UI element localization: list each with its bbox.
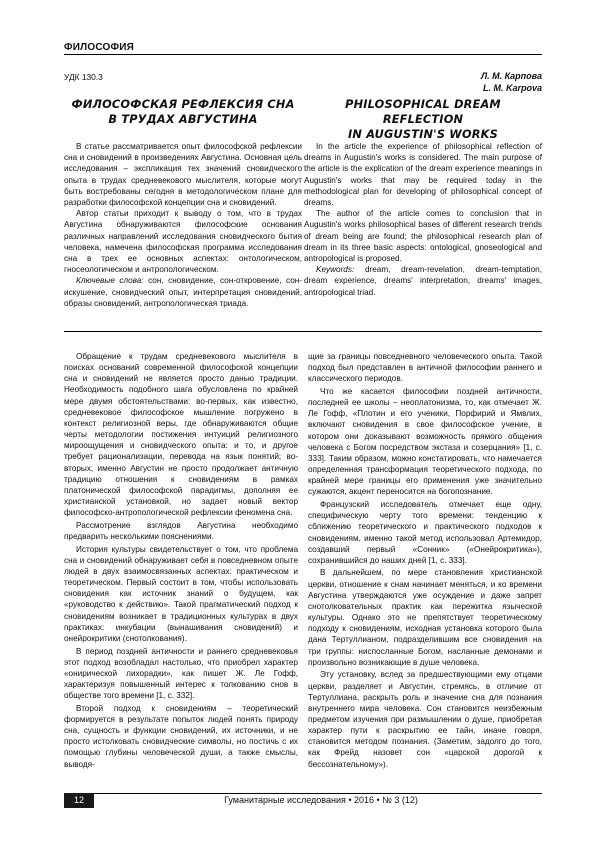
body-column-left: [64, 351, 298, 771]
body-paragraph: Французский исследователь отмечает еще одну, специфическую черту того времени: тенденцию к сближению теоретического и практического подходов к сновидениям, именно такой метод использовал Артемидор, создавший первый «Сонник» («Онейрокритика»), сохранившийся до наших дней [1, с. 333].: [308, 500, 542, 565]
author-ru: Л. М. Карпова: [480, 71, 542, 81]
body-paragraph: Что же касается философии поздней античности, последней ее школы – неоплатонизма, то, как отмечает Ж. Ле Гофф, «Плотин и его ученики, Порфирий и Ямвлих, включают сновидения в свое философское учение, в котором они доказывают возможность прямого общения человека с Богом посредством экстаза и созерцания» [1, с. 333]. Таким образом, можно констатировать, что намечается определенная трансформация теоретического подхода, по крайней мере границы его применения уже значительно сужаются, акцент переносится на богопознание.: [308, 386, 542, 497]
body-paragraph: Эту установку, вслед за предшествующими ему отцами церкви, разделяет и Августин, стремясь, в отличие от Тертуллиана, раскрыть роль и значение сна для познания внутреннего мира человека. Сон становится неизбежным предметом изучения при размышлении о душе, приобретая характер пути к раскрытию ее тайн, иначе говоря, становится методом познания. (Заметим, задолго до того, как Фрейд назовет сон «царской дорогой к бессознательному»).: [308, 670, 542, 769]
keywords-ru-label: Ключевые слова:: [76, 276, 144, 286]
abstract-ru-paragraph: Автор статьи приходит к выводу о том, что в трудах Августина обнаруживаются философские основания различных направлений исследования сновидческого бытия человека, намечена философская программа исследования сна в трех ее основных аспектах: онтологическом, гносеологическом и антропологическом.: [64, 209, 302, 275]
keywords-ru-text: сон, сновидение, сон-откровение, сон-искушение, сновидческий опыт, интерпретация сновидений, образы сновидений, антропологическая триада.: [64, 276, 302, 308]
title-russian: [64, 97, 302, 127]
udk-code: УДК 130.3: [64, 72, 103, 82]
title-ru-line1: ФИЛОСОФСКАЯ РЕФЛЕКСИЯ СНА: [71, 98, 295, 111]
body-column-right: [308, 351, 542, 771]
body-paragraph: В дальнейшем, по мере становления христианской церкви, отношение к снам начинает меняться, и ко времени Августина утверждаются уже осуждение и даже запрет снотолковательных практик как пережитка языческой культуры. Однако это не препятствует теоретическому подходу к сновидениям, исходная установка которого была дана Тертуллианом, подразделившим все сновидения на три группы: ниспосланные Богом, насланные демонами и произвольно возникающие в душе человека.: [308, 568, 542, 667]
page-number: 12: [64, 793, 94, 808]
abstract-en-paragraph: The author of the article comes to conclusion that in Augustin's works philosophical bases of different research trends of dream being are found; the philosophical research plan of dream in its three basic aspects: ontological, gnoseological and antropological is proposed.: [304, 209, 542, 264]
section-heading: ФИЛОСОФИЯ: [64, 42, 134, 53]
header-divider: [64, 54, 542, 55]
body-paragraph: История культуры свидетельствует о том, что проблема сна и сновидений обнаруживает себя в повседневном опыте людей в двух взаимосвязанных аспектах: практическом и теоретическом. Первый состоит в том, чтобы использовать сновидения как источник знаний о будущем, как «руководство к действию». Такой прагматический подход к сновидениям возникает в традиционных культурах в двух практиках: инкубации (вынашивания сновидений) и онейрокритики (снотолкования).: [64, 544, 298, 643]
abstract-en-paragraph: In the article the experience of philosophical reflection of dreams in Augustin's works is considered. The main purpose of the article is the explication of the dream experience meanings in Augustin's works that may be required today in the methodological plan for developing of philosophical concept of dreams.: [304, 142, 542, 208]
keywords-en-label: Keywords:: [316, 265, 355, 275]
body-paragraph: щие за границы повседневного человеческого опыта. Такой подход был представлен в античной философии раннего и классического периодов.: [308, 352, 542, 384]
body-paragraph: Обращение к трудам средневекового мыслителя в поисках оснований современной философской концепции сна и сновидений не является просто данью традиции. Необходимость подобного шага обусловлена по крайней мере двумя обстоятельствами: во-первых, как известно, средневековое философское мышление погружено в контекст религиозной веры, где обнаруживаются общие черты методологии постижения интуиций религиозного мироощущения и сновидческого опыта: и то, и другое требует рационализации, перевода на язык понятий; во-вторых, именно Августин не просто продолжает античную традицию отношения к сновидениям в рамках платонической философской парадигмы, дополняя ее христианской установкой, но задает новый вектор философско-антропологической рефлексии феномена сна.: [64, 352, 298, 518]
keywords-ru: [64, 275, 302, 309]
keywords-en-text: dream, dream-revelation, dream-temptation, dream experience, dreams' interpretation, dreams' images, antropological triad.: [304, 265, 542, 297]
title-ru-line2: В ТРУДАХ АВГУСТИНА: [108, 113, 258, 126]
author-en: L. M. Karpova: [482, 83, 542, 93]
title-english: [304, 97, 542, 142]
body-paragraph: Второй подход к сновидениям – теоретический формируется в результате попыток людей понять природу сна, сущность и функции сновидений, их источники, и не просто истолковать сновидческие символы, но постичь с их помощью глубины человеческой души, а также смыслы, выводя-: [64, 703, 298, 769]
author-block: [481, 70, 542, 94]
body-paragraph: В период поздней античности и раннего средневековья этот подход возобладал настолько, что приобрел характер «онирической лихорадки», как пишет Ж. Ле Гофф, характеризуя повышенный интерес к толкованию снов в обществе того времени [1, с. 332].: [64, 646, 298, 701]
title-en-line1: PHILOSOPHICAL DREAM REFLECTION: [345, 98, 501, 126]
abstract-russian: [64, 141, 302, 309]
abstract-divider: [64, 331, 542, 332]
title-en-line2: IN AUGUSTIN'S WORKS: [348, 128, 498, 141]
body-paragraph: Рассмотрение взглядов Августина необходимо предварить несколькими пояснениями.: [64, 520, 298, 541]
abstract-english: [304, 141, 542, 298]
abstract-ru-paragraph: В статье рассматривается опыт философской рефлексии сна и сновидений в произведениях Августина. Основная цель исследования – экспликация тех значений сновидческого опыта в трудах средневекового мыслителя, которые могут быть востребованы сегодня в методологическом плане для разработки философской концепции сна и сновидений.: [64, 142, 302, 208]
journal-citation: Гуманитарные исследования • 2016 • № 3 (12): [224, 795, 418, 805]
keywords-en: [304, 264, 542, 298]
